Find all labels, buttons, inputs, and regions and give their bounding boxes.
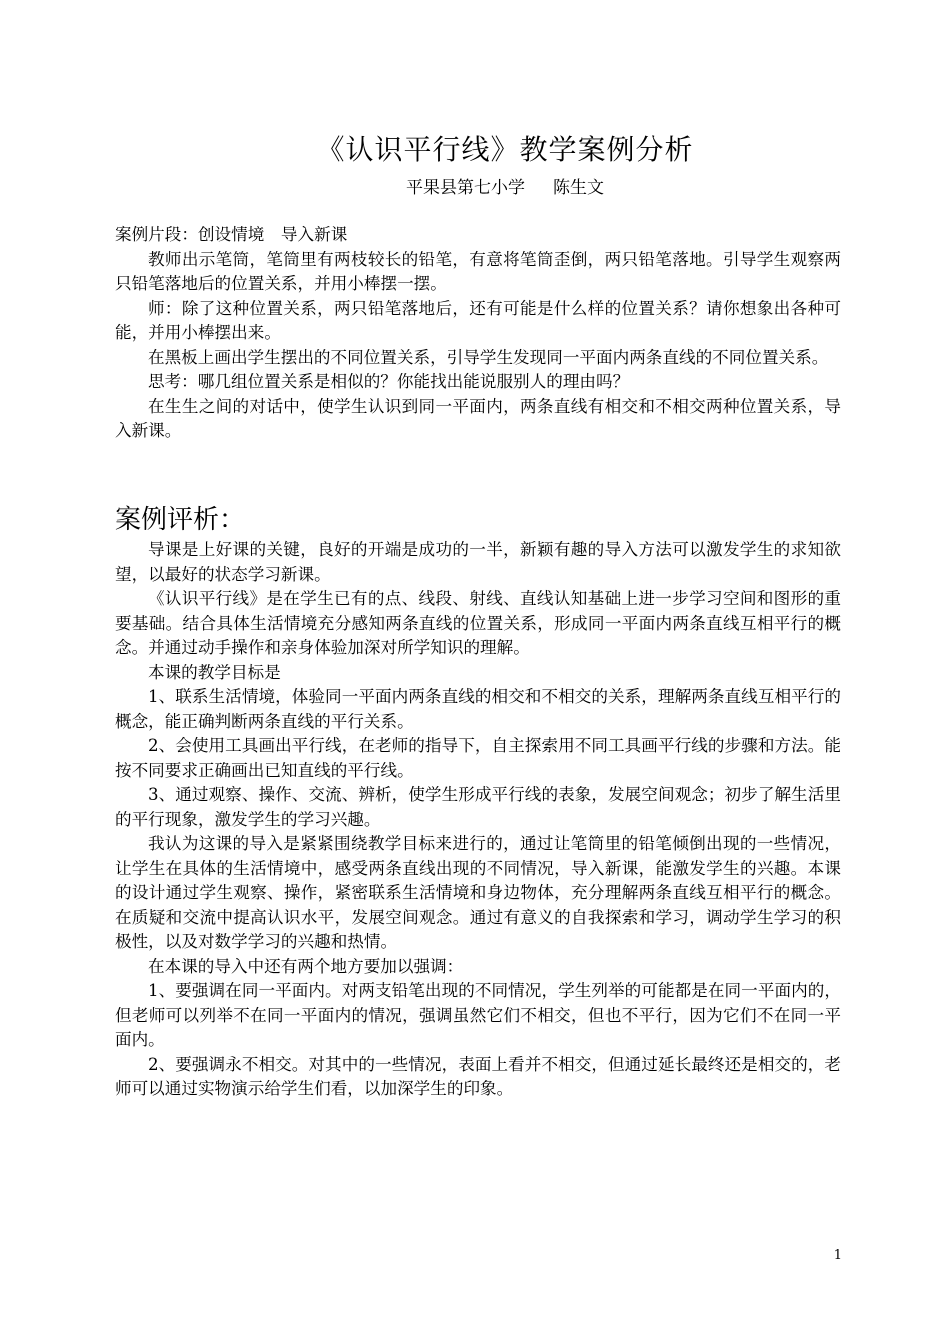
objective-item: 2、会使用工具画出平行线，在老师的指导下，自主探索用不同工具画平行线的步骤和方法。能按不同要求正确画出已知直线的平行线。 (115, 736, 841, 780)
analysis-paragraph: 《认识平行线》是在学生已有的点、线段、射线、直线认知基础上进一步学习空间和图形的重要基础。结合具体生活情境充分感知两条直线的位置关系，形成同一平面内两条直线互相平行的概念。并通过动手操作和亲身体验加深对所学知识的理解。 (115, 589, 841, 657)
analysis-paragraph: 在本课的导入中还有两个地方要加以强调： (148, 956, 464, 976)
byline (0, 175, 950, 201)
byline-school: 平果县第七小学 (406, 178, 525, 198)
emphasis-item: 1、要强调在同一平面内。对两支铅笔出现的不同情况，学生列举的可能都是在同一平面内的，但老师可以列举不在同一平面内的情况，强调虽然它们不相交，但也不平行，因为它们不在同一平面内。 (115, 981, 841, 1049)
case-fragment-section (115, 223, 841, 444)
case-paragraph: 在生生之间的对话中，使学生认识到同一平面内，两条直线有相交和不相交两种位置关系，导入新课。 (115, 396, 841, 440)
emphasis-item: 2、要强调永不相交。对其中的一些情况，表面上看并不相交，但通过延长最终还是相交的，老师可以通过实物演示给学生们看，以加深学生的印象。 (115, 1054, 841, 1098)
page-number: 1 (833, 1248, 842, 1263)
objective-item: 1、联系生活情境，体验同一平面内两条直线的相交和不相交的关系，理解两条直线互相平行的概念，能正确判断两条直线的平行关系。 (115, 687, 841, 731)
case-fragment-label: 案例片段：创设情境 导入新课 (115, 225, 348, 244)
analysis-paragraph: 导课是上好课的关键，良好的开端是成功的一半，新颖有趣的导入方法可以激发学生的求知欲望，以最好的状态学习新课。 (115, 540, 841, 584)
analysis-paragraph: 本课的教学目标是 (148, 662, 281, 682)
byline-author: 陈生文 (553, 178, 604, 198)
case-paragraph: 师：除了这种位置关系，两只铅笔落地后，还有可能是什么样的位置关系？请你想象出各种可能，并用小棒摆出来。 (115, 298, 841, 342)
case-paragraph: 在黑板上画出学生摆出的不同位置关系，引导学生发现同一平面内两条直线的不同位置关系。 (148, 347, 829, 367)
document-title: 《认识平行线》教学案例分析 (316, 133, 694, 166)
analysis-paragraph: 我认为这课的导入是紧紧围绕教学目标来进行的，通过让笔筒里的铅笔倾倒出现的一些情况，让学生在具体的生活情境中，感受两条直线出现的不同情况，导入新课，能激发学生的兴趣。本课的设计通过学生观察、操作，紧密联系生活情境和身边物体，充分理解两条直线互相平行的概念。在质疑和交流中提高认识水平，发展空间观念。通过有意义的自我探索和学习，调动学生学习的积极性，以及对数学学习的兴趣和热情。 (115, 834, 841, 951)
case-paragraph: 思考：哪几组位置关系是相似的？你能找出能说服别人的理由吗？ (148, 372, 630, 391)
analysis-heading: 案例评析： (115, 505, 246, 535)
objective-item: 3、通过观察、操作、交流、辨析，使学生形成平行线的表象，发展空间观念；初步了解生活里的平行现象，激发学生的学习兴趣。 (115, 785, 841, 829)
case-paragraph: 教师出示笔筒，笔筒里有两枝较长的铅笔，有意将笔筒歪倒，两只铅笔落地。引导学生观察两只铅笔落地后的位置关系，并用小棒摆一摆。 (115, 249, 841, 293)
analysis-section (115, 538, 841, 1102)
